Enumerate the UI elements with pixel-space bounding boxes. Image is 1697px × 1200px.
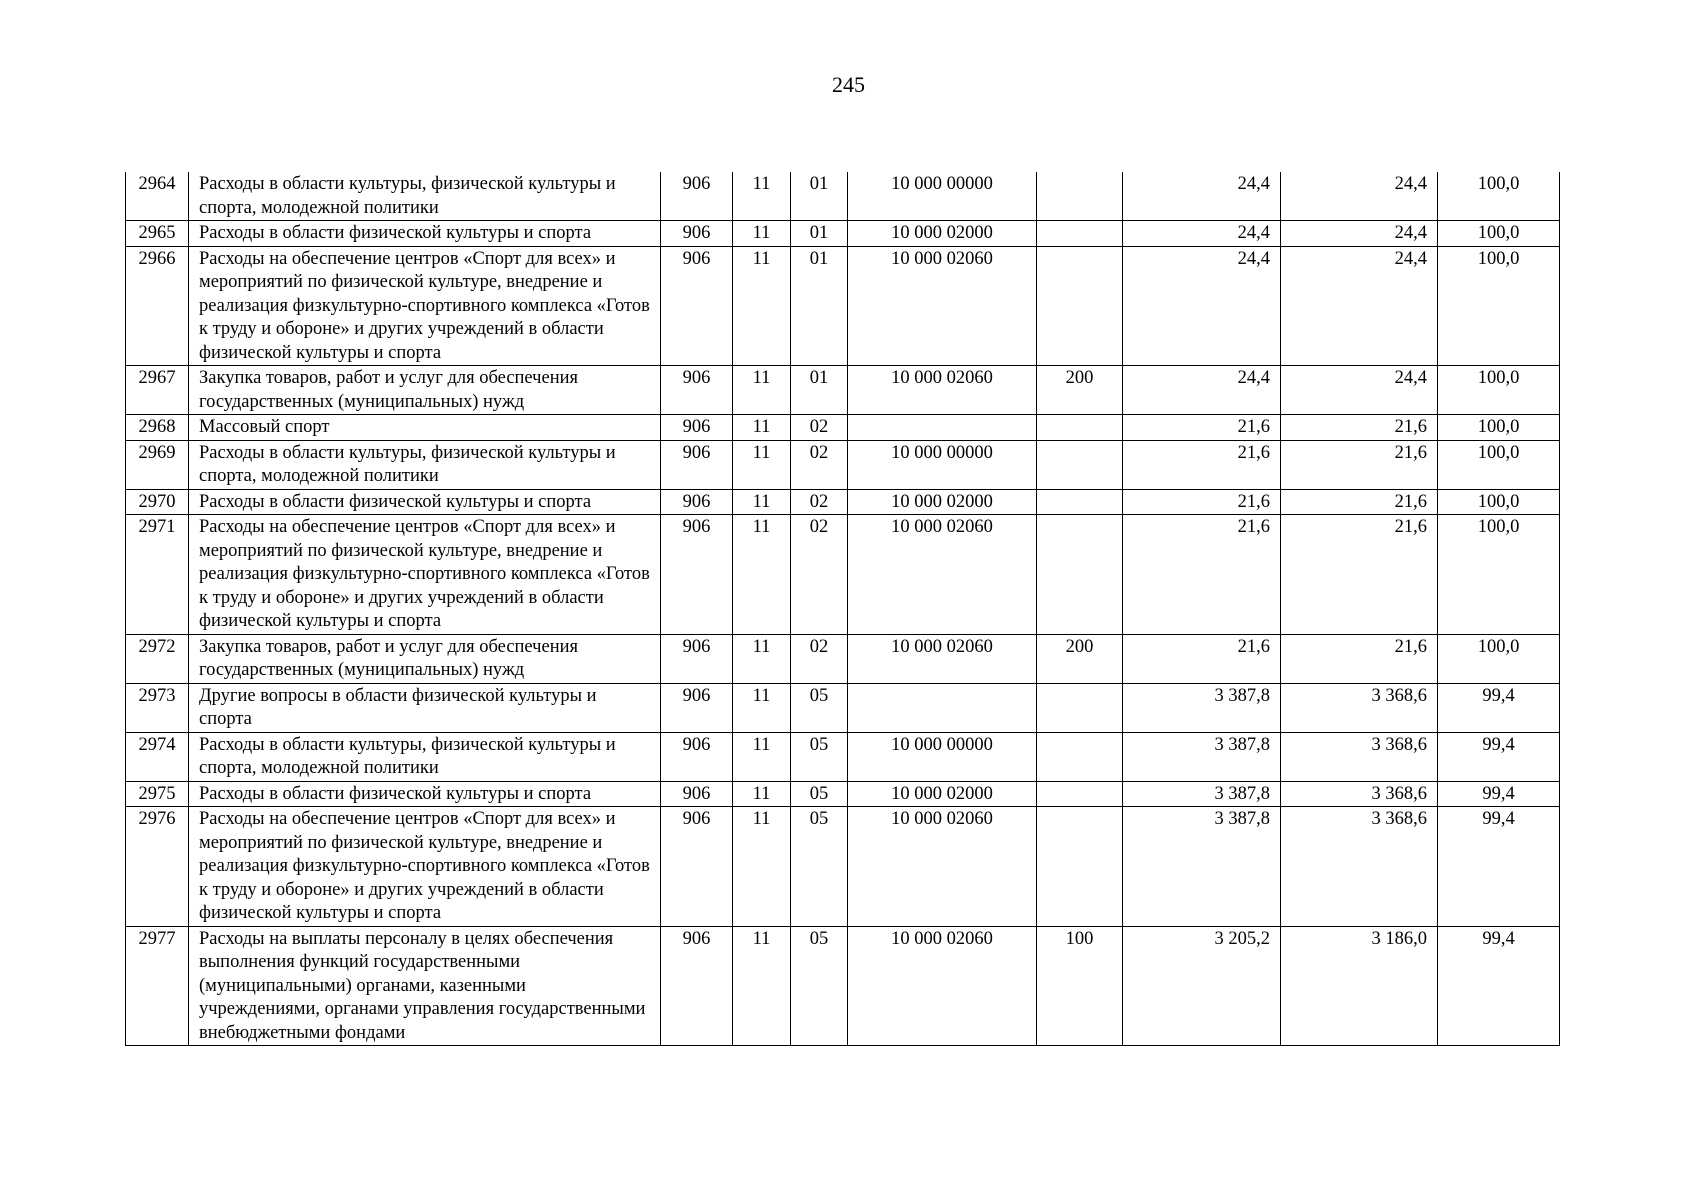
actual-amount: 21,6 <box>1281 489 1438 515</box>
planned-amount: 21,6 <box>1123 634 1281 683</box>
target-article-code: 10 000 00000 <box>848 172 1037 221</box>
execution-percent: 100,0 <box>1438 515 1560 635</box>
ministry-code: 906 <box>661 489 733 515</box>
expense-name: Закупка товаров, работ и услуг для обеспечения государственных (муниципальных) нужд <box>189 634 661 683</box>
ministry-code: 906 <box>661 634 733 683</box>
subsection-code: 02 <box>791 415 848 441</box>
execution-percent: 100,0 <box>1438 634 1560 683</box>
planned-amount: 24,4 <box>1123 172 1281 221</box>
table-row <box>126 683 1560 732</box>
expense-name: Расходы на обеспечение центров «Спорт для всех» и мероприятий по физической культуре, внедрение и реализация физкультурно-спортивного комплекса «Готов к труду и обороне» и других учреждений в области физической культуры и спорта <box>189 515 661 635</box>
section-code: 11 <box>733 683 791 732</box>
section-code: 11 <box>733 440 791 489</box>
row-number: 2967 <box>126 366 189 415</box>
table-row <box>126 732 1560 781</box>
section-code: 11 <box>733 807 791 927</box>
planned-amount: 3 205,2 <box>1123 926 1281 1046</box>
table-row <box>126 634 1560 683</box>
section-code: 11 <box>733 366 791 415</box>
planned-amount: 21,6 <box>1123 515 1281 635</box>
actual-amount: 3 186,0 <box>1281 926 1438 1046</box>
expense-kind-code <box>1037 415 1123 441</box>
subsection-code: 02 <box>791 440 848 489</box>
actual-amount: 24,4 <box>1281 172 1438 221</box>
expense-name: Закупка товаров, работ и услуг для обеспечения государственных (муниципальных) нужд <box>189 366 661 415</box>
actual-amount: 21,6 <box>1281 515 1438 635</box>
expense-kind-code <box>1037 807 1123 927</box>
row-number: 2968 <box>126 415 189 441</box>
planned-amount: 21,6 <box>1123 440 1281 489</box>
planned-amount: 24,4 <box>1123 221 1281 247</box>
execution-percent: 100,0 <box>1438 366 1560 415</box>
row-number: 2974 <box>126 732 189 781</box>
expense-name: Другие вопросы в области физической культуры и спорта <box>189 683 661 732</box>
ministry-code: 906 <box>661 732 733 781</box>
target-article-code: 10 000 02060 <box>848 807 1037 927</box>
ministry-code: 906 <box>661 221 733 247</box>
target-article-code: 10 000 00000 <box>848 732 1037 781</box>
actual-amount: 21,6 <box>1281 634 1438 683</box>
row-number: 2969 <box>126 440 189 489</box>
execution-percent: 100,0 <box>1438 172 1560 221</box>
row-number: 2972 <box>126 634 189 683</box>
subsection-code: 05 <box>791 732 848 781</box>
ministry-code: 906 <box>661 246 733 366</box>
target-article-code: 10 000 02060 <box>848 366 1037 415</box>
planned-amount: 3 387,8 <box>1123 732 1281 781</box>
row-number: 2976 <box>126 807 189 927</box>
table-row <box>126 807 1560 927</box>
table-row <box>126 415 1560 441</box>
ministry-code: 906 <box>661 366 733 415</box>
planned-amount: 3 387,8 <box>1123 781 1281 807</box>
row-number: 2965 <box>126 221 189 247</box>
expense-name: Расходы в области культуры, физической культуры и спорта, молодежной политики <box>189 440 661 489</box>
execution-percent: 99,4 <box>1438 781 1560 807</box>
actual-amount: 24,4 <box>1281 221 1438 247</box>
execution-percent: 100,0 <box>1438 221 1560 247</box>
budget-table <box>125 172 1560 1046</box>
expense-kind-code: 200 <box>1037 366 1123 415</box>
expense-name: Расходы на обеспечение центров «Спорт для всех» и мероприятий по физической культуре, внедрение и реализация физкультурно-спортивного комплекса «Готов к труду и обороне» и других учреждений в области физической культуры и спорта <box>189 246 661 366</box>
table-row <box>126 221 1560 247</box>
subsection-code: 05 <box>791 683 848 732</box>
expense-kind-code <box>1037 172 1123 221</box>
target-article-code: 10 000 02060 <box>848 926 1037 1046</box>
actual-amount: 3 368,6 <box>1281 781 1438 807</box>
table-row <box>126 366 1560 415</box>
execution-percent: 99,4 <box>1438 683 1560 732</box>
section-code: 11 <box>733 926 791 1046</box>
ministry-code: 906 <box>661 926 733 1046</box>
section-code: 11 <box>733 221 791 247</box>
target-article-code: 10 000 02060 <box>848 246 1037 366</box>
section-code: 11 <box>733 172 791 221</box>
table-row <box>126 440 1560 489</box>
actual-amount: 21,6 <box>1281 440 1438 489</box>
table-row <box>126 489 1560 515</box>
row-number: 2975 <box>126 781 189 807</box>
expense-name: Расходы на выплаты персоналу в целях обеспечения выполнения функций государственными (муниципальными) органами, казенными учреждениями, органами управления государственными внебюджетными фондами <box>189 926 661 1046</box>
planned-amount: 24,4 <box>1123 246 1281 366</box>
subsection-code: 05 <box>791 807 848 927</box>
subsection-code: 05 <box>791 781 848 807</box>
planned-amount: 3 387,8 <box>1123 807 1281 927</box>
actual-amount: 3 368,6 <box>1281 683 1438 732</box>
section-code: 11 <box>733 515 791 635</box>
expense-name: Расходы в области физической культуры и спорта <box>189 221 661 247</box>
section-code: 11 <box>733 415 791 441</box>
expense-name: Расходы в области физической культуры и спорта <box>189 489 661 515</box>
expense-kind-code <box>1037 683 1123 732</box>
execution-percent: 100,0 <box>1438 489 1560 515</box>
expense-name: Расходы в области культуры, физической культуры и спорта, молодежной политики <box>189 172 661 221</box>
subsection-code: 02 <box>791 515 848 635</box>
expense-kind-code <box>1037 732 1123 781</box>
section-code: 11 <box>733 489 791 515</box>
row-number: 2973 <box>126 683 189 732</box>
section-code: 11 <box>733 781 791 807</box>
ministry-code: 906 <box>661 781 733 807</box>
target-article-code: 10 000 02060 <box>848 515 1037 635</box>
table-row <box>126 246 1560 366</box>
row-number: 2971 <box>126 515 189 635</box>
execution-percent: 100,0 <box>1438 246 1560 366</box>
target-article-code: 10 000 02000 <box>848 221 1037 247</box>
subsection-code: 01 <box>791 221 848 247</box>
expense-kind-code <box>1037 440 1123 489</box>
section-code: 11 <box>733 246 791 366</box>
target-article-code: 10 000 02000 <box>848 489 1037 515</box>
execution-percent: 99,4 <box>1438 732 1560 781</box>
actual-amount: 24,4 <box>1281 246 1438 366</box>
actual-amount: 24,4 <box>1281 366 1438 415</box>
subsection-code: 02 <box>791 634 848 683</box>
subsection-code: 01 <box>791 366 848 415</box>
page-number: 245 <box>832 72 865 97</box>
expense-name: Расходы в области культуры, физической культуры и спорта, молодежной политики <box>189 732 661 781</box>
ministry-code: 906 <box>661 683 733 732</box>
subsection-code: 01 <box>791 172 848 221</box>
table-row <box>126 781 1560 807</box>
target-article-code <box>848 415 1037 441</box>
ministry-code: 906 <box>661 172 733 221</box>
planned-amount: 24,4 <box>1123 366 1281 415</box>
ministry-code: 906 <box>661 515 733 635</box>
row-number: 2970 <box>126 489 189 515</box>
expense-kind-code <box>1037 781 1123 807</box>
table-row <box>126 926 1560 1046</box>
ministry-code: 906 <box>661 415 733 441</box>
expense-kind-code <box>1037 221 1123 247</box>
expense-name: Массовый спорт <box>189 415 661 441</box>
expense-name: Расходы в области физической культуры и спорта <box>189 781 661 807</box>
expense-kind-code: 100 <box>1037 926 1123 1046</box>
planned-amount: 21,6 <box>1123 489 1281 515</box>
execution-percent: 99,4 <box>1438 926 1560 1046</box>
target-article-code: 10 000 02000 <box>848 781 1037 807</box>
target-article-code: 10 000 00000 <box>848 440 1037 489</box>
execution-percent: 100,0 <box>1438 415 1560 441</box>
table-row <box>126 515 1560 635</box>
ministry-code: 906 <box>661 807 733 927</box>
target-article-code: 10 000 02060 <box>848 634 1037 683</box>
row-number: 2964 <box>126 172 189 221</box>
expense-kind-code <box>1037 515 1123 635</box>
planned-amount: 3 387,8 <box>1123 683 1281 732</box>
expense-name: Расходы на обеспечение центров «Спорт для всех» и мероприятий по физической культуре, внедрение и реализация физкультурно-спортивного комплекса «Готов к труду и обороне» и других учреждений в области физической культуры и спорта <box>189 807 661 927</box>
planned-amount: 21,6 <box>1123 415 1281 441</box>
execution-percent: 100,0 <box>1438 440 1560 489</box>
actual-amount: 21,6 <box>1281 415 1438 441</box>
subsection-code: 05 <box>791 926 848 1046</box>
row-number: 2966 <box>126 246 189 366</box>
subsection-code: 01 <box>791 246 848 366</box>
table-row <box>126 172 1560 221</box>
row-number: 2977 <box>126 926 189 1046</box>
section-code: 11 <box>733 732 791 781</box>
subsection-code: 02 <box>791 489 848 515</box>
section-code: 11 <box>733 634 791 683</box>
expense-kind-code: 200 <box>1037 634 1123 683</box>
actual-amount: 3 368,6 <box>1281 732 1438 781</box>
actual-amount: 3 368,6 <box>1281 807 1438 927</box>
ministry-code: 906 <box>661 440 733 489</box>
expense-kind-code <box>1037 489 1123 515</box>
execution-percent: 99,4 <box>1438 807 1560 927</box>
target-article-code <box>848 683 1037 732</box>
expense-kind-code <box>1037 246 1123 366</box>
